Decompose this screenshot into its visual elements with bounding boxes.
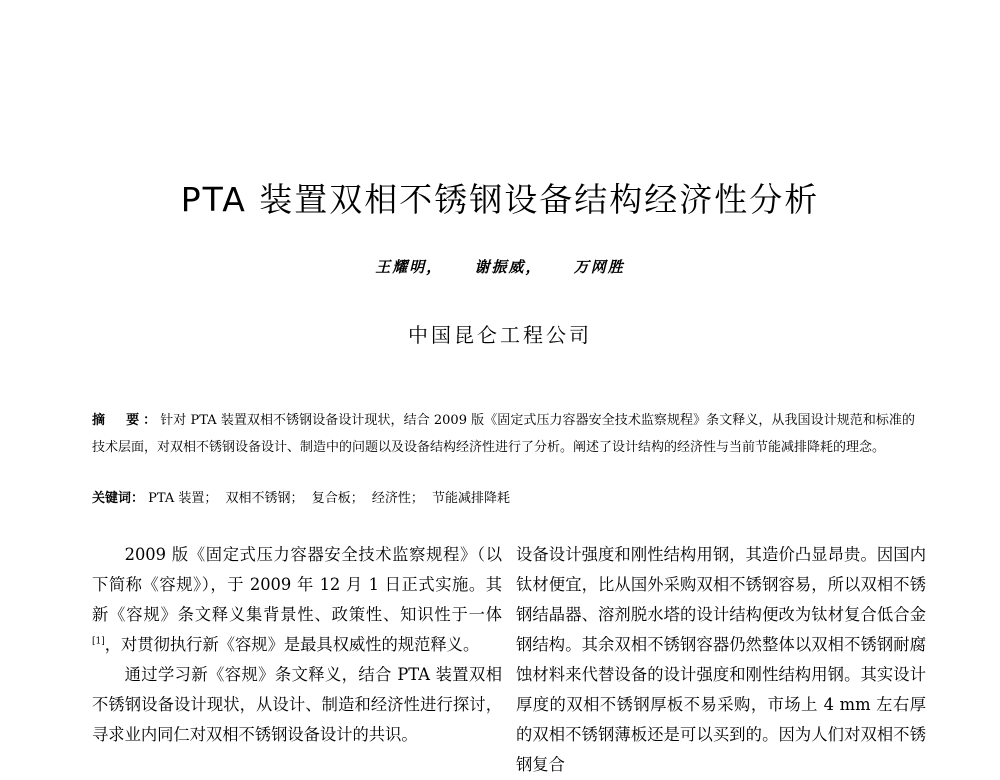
keyword: 双相不锈钢； [225,491,304,506]
paper-title: PTA 装置双相不锈钢设备结构经济性分析 [180,180,820,219]
author-name: 王耀明， [375,258,444,276]
keywords-label: 关键词： [92,491,145,506]
keyword: 经济性； [371,491,424,506]
body-paragraph: 通过学习新《容规》条文释义，结合 PTA 装置双相不锈钢设备设计现状，从设计、制造和经济性进行探讨，寻求业内同仁对双相不锈钢设备设计的共识。 [92,665,502,744]
keyword: PTA 装置； [148,491,218,506]
keywords [92,489,915,509]
affiliation: 中国昆仑工程公司 [408,323,592,347]
body-column-left [92,540,502,760]
author-name: 万网胜 [573,258,625,276]
body-paragraph [92,540,502,660]
body-paragraph: 设备设计强度和刚性结构用钢，其造价凸显昂贵。因国内钛材便宜，比从国外采购双相不锈钢容易，所以双相不锈钢结晶器、溶剂脱水塔的设计结构便改为钛材复合低合金钢结构。其余双相不锈钢容器仍然整体以双相不锈钢耐腐蚀材料来代替设备的设计强度和刚性结构用钢。其实设计厚度的双相不锈钢厚板不易采购，市场上 4 mm 左右厚的双相不锈钢薄板还是可以买到的。因为人们对双相不锈钢复合 [516,545,926,774]
abstract-text: 针对 PTA 装置双相不锈钢设备设计现状，结合 2009 版《固定式压力容器安全技术监察规程》条文释义，从我国设计规范和标准的技术层面，对双相不锈钢设备设计、制造中的问题以及设备结构经济性进行了分析。阐述了设计结构的经济性与当前节能减排降耗的理念。 [92,413,915,455]
abstract-label: 摘 要： [92,413,161,428]
paragraph-text: 2009 版《固定式压力容器安全技术监察规程》（以下简称《容规》），于 2009 年 12 月 1 日正式实施。其新《容规》条文释义集背景性、政策性、知识性于一体 [92,545,502,624]
paragraph-text: ，对贯彻执行新《容规》是最具权威性的规范释义。 [104,635,480,654]
author-name: 谢振威， [474,258,543,276]
abstract [92,407,915,461]
author-list [0,256,1000,277]
keyword: 节能减排降耗 [432,491,511,506]
keyword: 复合板； [311,491,364,506]
body-column-right [516,540,926,774]
citation-ref: [1] [92,636,105,647]
